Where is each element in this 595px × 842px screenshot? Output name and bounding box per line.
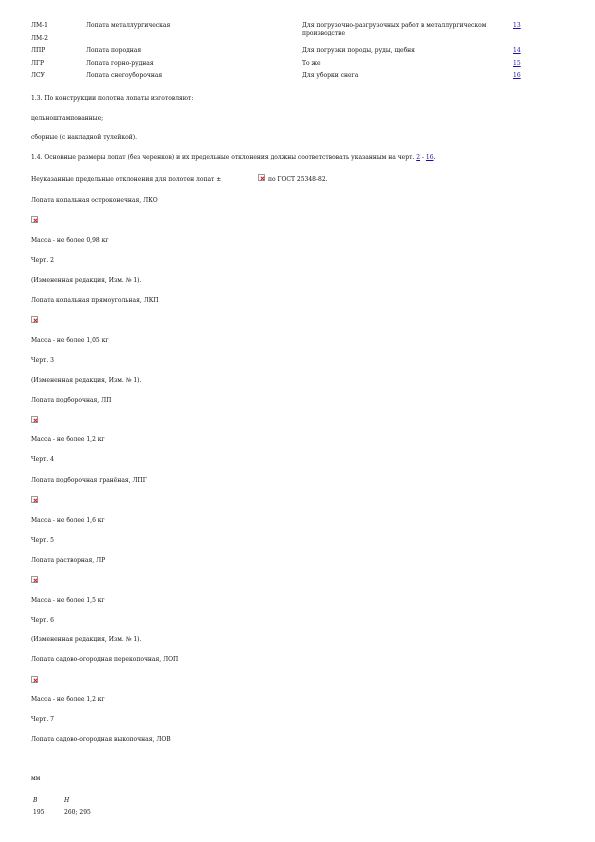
table-cell: 260; 295 xyxy=(64,809,91,816)
table-cell-code: ЛМ-2 xyxy=(31,35,48,42)
table-cell-purpose: Для уборки снега xyxy=(302,72,359,79)
mass-note: Масса - не более 1,2 кг xyxy=(31,436,105,443)
change-note: (Измененная редакция, Изм. № 1). xyxy=(31,377,142,384)
section-title: Лопата растворная, ЛР xyxy=(31,557,106,564)
section-title: Лопата подборочная, ЛП xyxy=(31,397,112,404)
table-cell-purpose: Для погрузочно-разгрузочных работ в металлургическом производстве xyxy=(302,22,487,37)
table-cell-code: ЛСУ xyxy=(31,72,45,79)
paragraph: цельноштампованные; xyxy=(31,115,104,122)
mass-note: Масса - не более 1,5 кг xyxy=(31,597,105,604)
chart-link[interactable]: 15 xyxy=(513,60,521,67)
paragraph: сборные (с накладной тулейкой). xyxy=(31,134,138,141)
section-title: Лопата садово-огородная перекопочная, ЛОП xyxy=(31,656,179,663)
broken-image-icon xyxy=(31,496,38,503)
change-note: (Измененная редакция, Изм. № 1). xyxy=(31,636,142,643)
paragraph-end: по ГОСТ 25348-82. xyxy=(268,176,328,183)
paragraph-end: . xyxy=(433,154,436,161)
section-title: Лопата копальная прямоугольная, ЛКП xyxy=(31,297,159,304)
chart-caption: Черт. 3 xyxy=(31,357,54,364)
paragraph: 1.3. По конструкции полотна лопаты изготовляют: xyxy=(31,95,194,102)
table-cell-name: Лопата горно-рудная xyxy=(86,60,154,67)
chart-caption: Черт. 4 xyxy=(31,456,54,463)
chart-link[interactable]: 14 xyxy=(513,47,521,54)
table-cell-code: ЛПР xyxy=(31,47,46,54)
chart-link[interactable]: 13 xyxy=(513,22,521,29)
paragraph-text: Неуказанные предельные отклонения для полотен лопат ± xyxy=(31,176,222,183)
table-cell-name: Лопата металлургическая xyxy=(86,22,171,29)
section-title: Лопата подборочная гранёная, ЛПГ xyxy=(31,477,147,484)
change-note: (Измененная редакция, Изм. № 1). xyxy=(31,277,142,284)
table-cell-name: Лопата снегоуборочная xyxy=(86,72,163,79)
chart-link[interactable]: 16 xyxy=(513,72,521,79)
unit-label: мм xyxy=(31,775,41,782)
paragraph xyxy=(31,154,435,161)
table-row xyxy=(0,60,595,70)
broken-image-icon xyxy=(31,316,38,323)
table-cell-code: ЛМ-1 xyxy=(31,22,48,29)
chart-caption: Черт. 2 xyxy=(31,257,54,264)
section-title: Лопата садово-огородная выкопочная, ЛОВ xyxy=(31,736,171,743)
broken-image-icon xyxy=(31,216,38,223)
chart-caption: Черт. 6 xyxy=(31,617,54,624)
chart-caption: Черт. 7 xyxy=(31,716,54,723)
table-row xyxy=(0,72,595,82)
mass-note: Масса - не более 0,98 кг xyxy=(31,237,109,244)
table-row xyxy=(0,22,595,37)
chart-caption: Черт. 5 xyxy=(31,537,54,544)
mass-note: Масса - не более 1,2 кг xyxy=(31,696,105,703)
mass-note: Масса - не более 1,6 кг xyxy=(31,517,105,524)
paragraph-text: 1.4. Основные размеры лопат (без черенков) и их предельные отклонения должны соответствовать указанным на черт. xyxy=(31,154,417,161)
column-header: B xyxy=(33,797,38,804)
chart-link[interactable]: 2 xyxy=(416,154,421,161)
table-cell-purpose: То же xyxy=(302,60,321,67)
section-title: Лопата копальная остроконечная, ЛКО xyxy=(31,197,158,204)
column-header: H xyxy=(64,797,70,804)
broken-image-icon xyxy=(31,576,38,583)
chart-link[interactable]: 16 xyxy=(425,154,434,161)
table-row xyxy=(0,47,595,57)
table-cell-purpose: Для погрузки породы, руды, щебня xyxy=(302,47,415,54)
mass-note: Масса - не более 1,05 кг xyxy=(31,337,109,344)
broken-image-icon xyxy=(258,174,265,181)
broken-image-icon xyxy=(31,676,38,683)
table-row xyxy=(0,35,595,45)
broken-image-icon xyxy=(31,416,38,423)
table-cell-name: Лопата породная xyxy=(86,47,142,54)
paragraph xyxy=(31,176,221,183)
separator: - xyxy=(420,154,426,161)
table-cell-code: ЛГР xyxy=(31,60,45,67)
table-cell: 195 xyxy=(33,809,45,816)
